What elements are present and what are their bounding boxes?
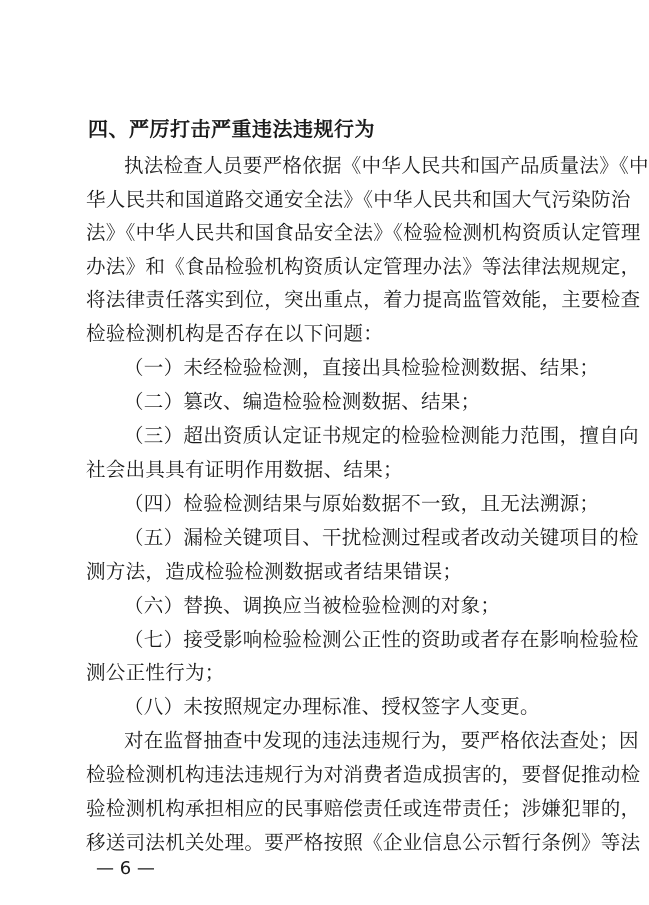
paragraph-line: 移送司法机关处理。要严格按照《企业信息公示暂行条例》等法: [86, 831, 641, 854]
list-item-continuation: 测公正性行为；: [86, 661, 225, 684]
paragraph-line: 验检测机构承担相应的民事赔偿责任或连带责任；涉嫌犯罪的，: [86, 797, 641, 820]
paragraph-line: 将法律责任落实到位，突出重点，着力提高监管效能，主要检查: [86, 288, 641, 311]
paragraph-line: 对在监督抽查中发现的违法违规行为，要严格依法查处；因: [124, 729, 639, 752]
paragraph-line: 华人民共和国道路交通安全法》《中华人民共和国大气污染防治: [86, 188, 631, 211]
paragraph-line: 执法检查人员要严格依据《中华人民共和国产品质量法》《中: [124, 154, 649, 177]
list-item: （五）漏检关键项目、干扰检测过程或者改动关键项目的检: [124, 526, 639, 549]
list-item-continuation: 测方法，造成检验检测数据或者结果错误；: [86, 560, 463, 583]
page-number: — 6 —: [96, 858, 155, 879]
list-item-continuation: 社会出具具有证明作用数据、结果；: [86, 458, 403, 481]
paragraph-line: 检验检测机构违法违规行为对消费者造成损害的，要督促推动检: [86, 763, 641, 786]
paragraph-line: 法》《中华人民共和国食品安全法》《检验检测机构资质认定管理: [86, 221, 641, 244]
list-item: （一）未经检验检测，直接出具检验检测数据、结果；: [124, 356, 600, 379]
list-item: （六）替换、调换应当被检验检测的对象；: [124, 594, 501, 617]
list-item: （八）未按照规定办理标准、授权签字人变更。: [124, 695, 540, 718]
list-item: （七）接受影响检验检测公正性的资助或者存在影响检验检: [124, 628, 639, 651]
list-item: （二）篡改、编造检验检测数据、结果；: [124, 390, 481, 413]
list-item: （三）超出资质认定证书规定的检验检测能力范围，擅自向: [124, 424, 639, 447]
section-heading: 四、严厉打击严重违法违规行为: [88, 117, 375, 141]
paragraph-line: 办法》和《食品检验机构资质认定管理办法》等法律法规规定，: [86, 255, 641, 278]
paragraph-line: 检验检测机构是否存在以下问题：: [86, 322, 384, 345]
list-item: （四）检验检测结果与原始数据不一致，且无法溯源；: [124, 492, 600, 515]
